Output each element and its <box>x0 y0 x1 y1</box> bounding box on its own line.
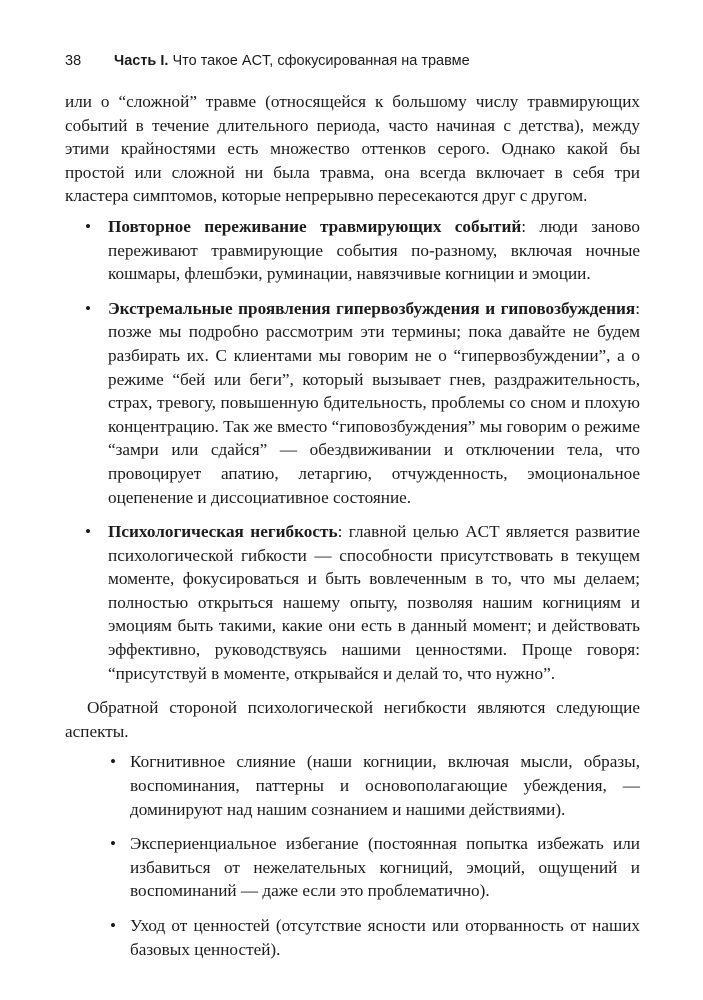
bullet-icon: • <box>110 834 117 854</box>
bullet-icon: • <box>110 752 117 772</box>
list-item-term: Повторное переживание травмирующих событий <box>108 216 522 236</box>
list-item-text: Когнитивное слияние (наши когниции, включая мысли, образы, воспоминания, паттерны и основополагающие убеждения, — доминируют над нашим сознанием и нашими действиями). <box>130 752 640 819</box>
list-item <box>65 215 640 286</box>
list-item <box>65 832 640 903</box>
inflexibility-aspect-list <box>65 750 640 961</box>
page-number: 38 <box>65 53 82 69</box>
list-item <box>65 520 640 685</box>
list-item <box>65 297 640 509</box>
bullet-icon: • <box>85 298 92 318</box>
list-item <box>65 914 640 961</box>
list-item-term: Психологическая негибкость <box>108 522 338 542</box>
part-label: Часть I. <box>114 53 169 69</box>
running-header <box>65 51 640 71</box>
list-item <box>65 750 640 821</box>
part-title: Что такое ACT, сфокусированная на травме <box>172 53 470 69</box>
bullet-icon: • <box>85 522 92 542</box>
second-paragraph: Обратной стороной психологической негибкости являются следующие аспекты. <box>65 698 640 741</box>
list-item-text: : главной целью ACT является развитие психологической гибкости — способности присутствовать в текущем моменте, фокусироваться и быть вовлеченным в то, что мы делаем; полностью открыться нашему опыту, позволяя нашим когнициям и эмоциям быть такими, какие они есть в данный момент; и действовать эффективно, руководствуясь нашими ценностями. Проще говоря: “присутствуй в моменте, открывайся и делай то, что нужно”. <box>108 522 641 683</box>
bullet-icon: • <box>85 216 92 236</box>
list-item-text: : позже мы подробно рассмотрим эти термины; пока давайте не будем разбирать их. С клиентами мы говорим не о “гипервозбуждении”, а о режиме “бей или беги”, который вызывает гнев, раздражительность, страх, тревогу, повышенную бдительность, проблемы со сном и плохую концентрацию. Так же вместо “гиповозбуждения” мы говорим о режиме “замри или сдайся” — обездвиживании и отключении тела, что провоцирует апатию, летаргию, отчужденность, эмоциональное оцепенение и диссоциативное состояние. <box>108 298 640 507</box>
page-body <box>65 90 640 972</box>
symptom-cluster-list <box>65 215 640 685</box>
list-item-term: Экстремальные проявления гипервозбуждения и гиповозбуждения <box>108 298 636 318</box>
list-item-text: Уход от ценностей (отсутствие ясности или оторванность от наших базовых ценностей). <box>130 916 640 959</box>
list-item-text: Экспериенциальное избегание (постоянная попытка избежать или избавиться от нежелательных когниций, эмоций, ощущений и воспоминаний — даже если это проблематично). <box>130 834 640 901</box>
bullet-icon: • <box>110 916 117 935</box>
intro-paragraph: или о “сложной” травме (относящейся к большому числу травмирующих событий в течение длительного периода, часто начиная с детства), между этими крайностями есть множество оттенков серого. Однако какой бы простой или сложной ни была травма, она всегда включает в себя три кластера симптомов, которые непрерывно пересекаются друг с другом. <box>65 92 640 206</box>
list-item-text: : люди заново переживают травмирующие события по-разному, включая ночные кошмары, флешбэки, руминации, навязчивые когниции и эмоции. <box>108 216 640 284</box>
